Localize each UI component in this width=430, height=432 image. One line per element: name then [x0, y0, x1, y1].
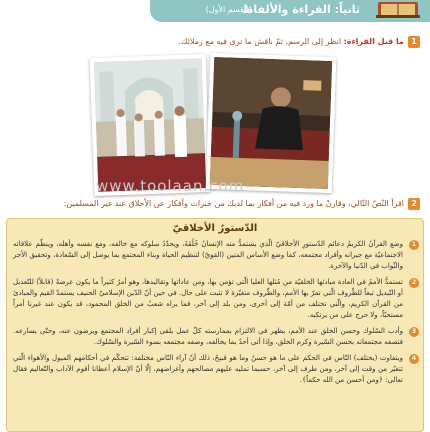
task-number: 2 [408, 198, 420, 210]
section-title: ثانياً: القراءة والألفاظ [241, 3, 360, 16]
paragraph-text: ويتفاوت (يختلف) النّاس في الحكم على ما هو حسنٌ وما هو قبيحٌ، ذلك أنّ آراء النّاس مختلفة: تتحكّم في أحكامهم الميول والأهواء الّتي تتغيّر من وقت إلى آخر، ومن طرف إلى آخر، حسبما تمليه عليهم مصالحهم وأغراضهم، إلّا أنّ الإسلام أعطانا أقوم الآداب والتّعاليم فقال تعالى: ﴿ومن أحسن من الله حكماً﴾. [13, 354, 403, 384]
pre-reading-row [10, 36, 420, 48]
article-box [6, 218, 424, 432]
book-icon [374, 0, 424, 20]
paragraph-number: 2 [409, 278, 419, 288]
pre-reading-instruction [178, 36, 404, 48]
paragraph-number: 3 [409, 327, 419, 337]
article-paragraph [7, 326, 423, 348]
pre-reading-lead: ما قبل القراءة: [343, 37, 404, 46]
paragraph-text: وضع القرآنُ الكريمُ دعائم الدّستورِ الأخلاقيّ الّذي يستمدُّ منه الإنسانُ خُلُقَهُ، ويحدّدُ سلوكه مع خالقه، ومع نفسه وأهله، وينظّم علاقاته الاجتماعيّة مع جيرانه وأفراد مجتمعه، كما وضع الأساس المتين (القويّ) لتنظيم الحياة وبناء المجتمع بما يوصل إلى السّعادة، وتحقيق الأجر والثّواب في الدّنيا والآخرة. [13, 240, 403, 270]
article-paragraph [7, 277, 423, 321]
section-subtitle: (القسم الأول) [205, 5, 252, 14]
article-paragraph [7, 353, 423, 386]
article-paragraph [7, 239, 423, 272]
task-row [10, 198, 420, 210]
paragraph-number: 4 [409, 354, 419, 364]
article-title: الدّستورُ الأخلاقيّ [172, 223, 258, 234]
paragraph-text: تستمدُّ الأممُ في العادة مبادئها الخلقيّة من مُثلها العليا الّتي تؤمن بها، ومن عاداتها وتقاليدها، وهو أمرٌ كثيراً ما يكون عرضةً (قابلاً) للتّعديل أو التّبديل تبعاً للظّروف الّتي تمرّ بها الأمم، والظّروف متغيّرة لا تثبت على حال. في حين أنّ الدّين الإسلاميّ الحنيف يستمدّ القيم والمبادئ من القرآن الكريم، والّتي تختلف من أمّة إلى أخرى، ومن بلد إلى آخر، فما يراه شعبٌ من الخلق المحمود، قد يكون عند غيرنا أمراً مستحبّاً، ولا حرج على من يرتكبه. [13, 278, 403, 319]
step-number: 1 [408, 36, 420, 48]
man-photo [206, 53, 337, 193]
section-header [150, 0, 430, 22]
paragraph-text: وأدب السّلوك وحسن الخلق عند الأمم، يظهر في الالتزام بممارسته كلّ عمل يلقى إكبار أفراد المجتمع ويرضون عنه، وحتّى يسارعه. فتصفه مجتمعاته بحسن السّيرة وكرم الخلق، وإذا أتى أحدٌ بما يخالفه، وصفه مجتمعه بسوء السّيرة والسّلوك. [13, 327, 403, 346]
paragraph-number: 1 [409, 240, 419, 250]
mosque-photo [90, 54, 211, 196]
watermark-text: www.toolaan.com [96, 177, 245, 195]
task-instruction: اقرأ النّصّ التّالي، وقارنْ ما ورد فيه من أفكار بما لديك من خبرات وأفكار عن الأخلاق عند غير المسلمين: [63, 199, 404, 208]
pre-reading-text: انظر إلى الرسم، ثمّ ناقش ما ترى فيه مع زملائك. [178, 37, 342, 46]
